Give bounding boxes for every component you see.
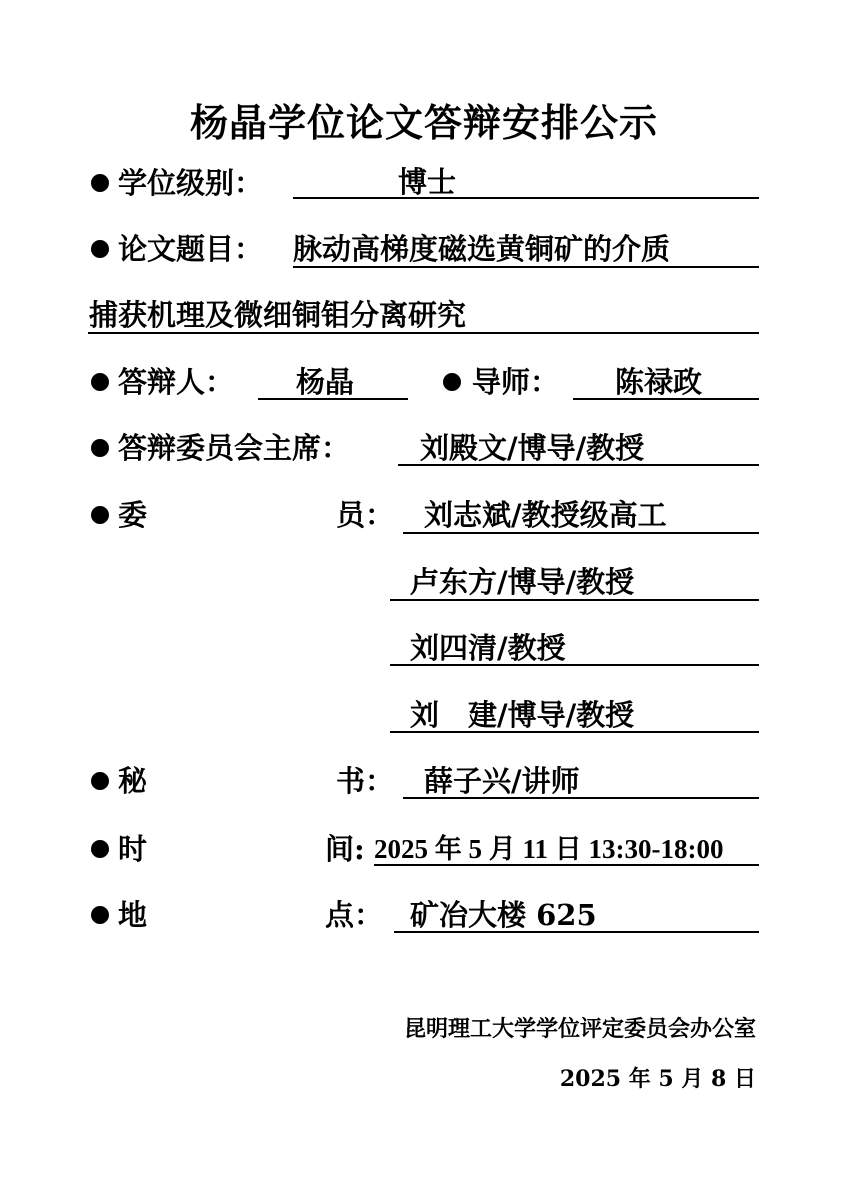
bullet-icon (91, 373, 109, 391)
issue-date: 2025 年 5 月 8 日 (559, 1066, 756, 1092)
bullet-icon (91, 240, 109, 258)
thesis-underline-2 (88, 332, 759, 334)
place-label-a: 地 (118, 898, 148, 932)
member-3: 刘四清/教授 (410, 631, 566, 665)
bullet-icon (91, 439, 109, 457)
respondent-label: 答辩人： (118, 365, 235, 399)
member-4: 刘 建/博导/教授 (410, 698, 635, 732)
time-label-b: 间: (325, 832, 365, 866)
chair-label: 答辩委员会主席： (118, 431, 351, 465)
thesis-title-line1: 脉动高梯度磁选黄铜矿的介质 (293, 232, 671, 266)
advisor-value: 陈禄政 (615, 365, 703, 399)
time-value: 2025 年 5 月 11 日 13:30-18:00 (374, 834, 724, 864)
bullet-icon (91, 506, 109, 524)
member-2: 卢东方/博导/教授 (410, 565, 635, 599)
members-label-a: 委 (118, 498, 148, 532)
bullet-icon (91, 772, 109, 790)
secretary-value: 薛子兴/讲师 (424, 764, 580, 798)
member-1: 刘志斌/教授级高工 (424, 498, 667, 532)
thesis-title-line2: 捕获机理及微细铜钼分离研究 (89, 298, 467, 332)
thesis-label: 论文题目： (118, 232, 264, 266)
bullet-icon (91, 840, 109, 858)
members-label-b: 员： (336, 498, 395, 532)
time-label-a: 时 (118, 832, 148, 866)
bullet-icon (443, 373, 461, 391)
page-title: 杨晶学位论文答辩安排公示 (189, 101, 658, 145)
bullet-icon (91, 174, 109, 192)
respondent-value: 杨晶 (296, 365, 355, 399)
issuing-office: 昆明理工大学学位评定委员会办公室 (403, 1016, 756, 1042)
bullet-icon (91, 906, 109, 924)
place-value: 矿冶大楼 625 (410, 898, 597, 932)
member-underline-1 (403, 532, 759, 534)
member-underline-2 (390, 599, 759, 601)
degree-underline (293, 197, 759, 199)
place-label-b: 点： (325, 898, 384, 932)
secretary-label-b: 书： (336, 764, 395, 798)
chair-value: 刘殿文/博导/教授 (420, 431, 645, 465)
advisor-label: 导师： (472, 365, 560, 399)
degree-label: 学位级别： (118, 166, 264, 200)
thesis-underline-1 (293, 266, 759, 268)
degree-value: 博士 (398, 165, 457, 199)
secretary-label-a: 秘 (118, 764, 148, 798)
